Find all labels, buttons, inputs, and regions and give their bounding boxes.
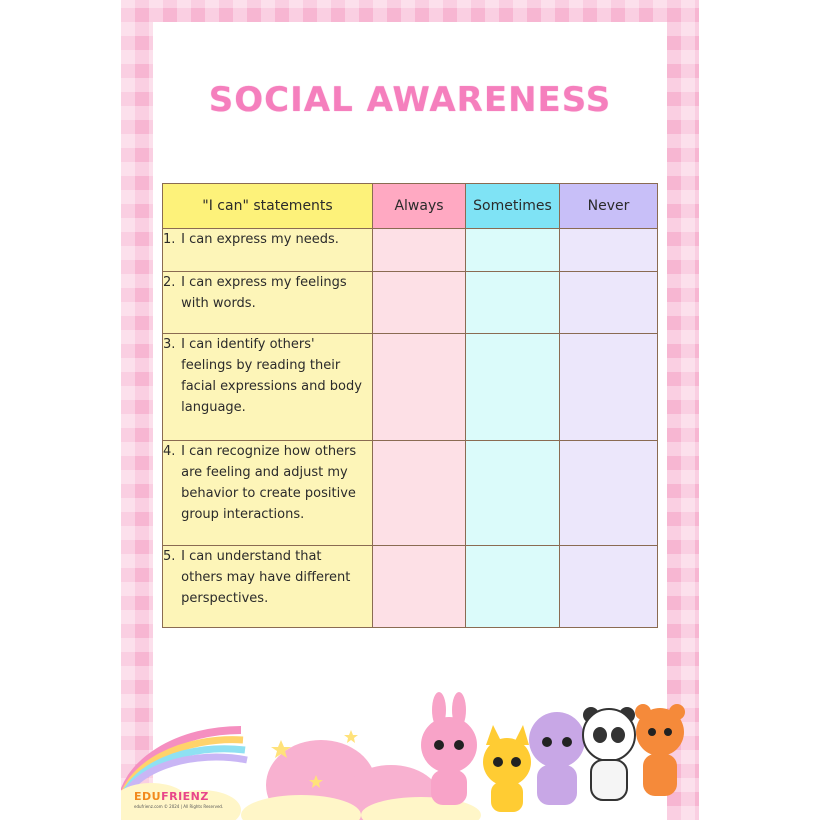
never-checkbox-cell[interactable] bbox=[560, 441, 658, 546]
table-row bbox=[163, 546, 658, 628]
sometimes-checkbox-cell[interactable] bbox=[466, 334, 560, 441]
always-checkbox-cell[interactable] bbox=[373, 272, 466, 334]
mascot-panda-icon bbox=[583, 707, 635, 800]
page-title: SOCIAL AWARENESS bbox=[208, 80, 612, 120]
always-checkbox-cell[interactable] bbox=[373, 334, 466, 441]
never-checkbox-cell[interactable] bbox=[560, 229, 658, 272]
never-checkbox-cell[interactable] bbox=[560, 334, 658, 441]
mascot-unicorn-icon bbox=[529, 712, 585, 805]
statement-cell: 4. I can recognize how others are feeling and adjust my behavior to create positive group interactions. bbox=[163, 441, 373, 546]
copyright-text: edufrienz.com © 2024 | All Rights Reserved. bbox=[134, 804, 224, 809]
sometimes-checkbox-cell[interactable] bbox=[466, 229, 560, 272]
table-row bbox=[163, 441, 658, 546]
statement-cell: 2. I can express my feelings with words. bbox=[163, 272, 373, 334]
header-sometimes: Sometimes bbox=[466, 184, 560, 229]
mascot-bear-icon bbox=[635, 704, 685, 796]
header-never: Never bbox=[560, 184, 658, 229]
table-row bbox=[163, 229, 658, 272]
table-header-row bbox=[163, 184, 658, 229]
mascot-cat-icon bbox=[483, 725, 531, 812]
self-assessment-table bbox=[162, 183, 658, 628]
always-checkbox-cell[interactable] bbox=[373, 229, 466, 272]
sometimes-checkbox-cell[interactable] bbox=[466, 441, 560, 546]
always-checkbox-cell[interactable] bbox=[373, 546, 466, 628]
statement-cell: 3. I can identify others' feelings by reading their facial expressions and body language. bbox=[163, 334, 373, 441]
statement-cell: 5. I can understand that others may have different perspectives. bbox=[163, 546, 373, 628]
always-checkbox-cell[interactable] bbox=[373, 441, 466, 546]
table-row bbox=[163, 272, 658, 334]
table-row bbox=[163, 334, 658, 441]
never-checkbox-cell[interactable] bbox=[560, 546, 658, 628]
sometimes-checkbox-cell[interactable] bbox=[466, 272, 560, 334]
never-checkbox-cell[interactable] bbox=[560, 272, 658, 334]
statement-cell: 1. I can express my needs. bbox=[163, 229, 373, 272]
edufrienz-logo: EDUFRIENZ bbox=[134, 790, 209, 803]
header-statements: "I can" statements bbox=[163, 184, 373, 229]
sometimes-checkbox-cell[interactable] bbox=[466, 546, 560, 628]
header-always: Always bbox=[373, 184, 466, 229]
